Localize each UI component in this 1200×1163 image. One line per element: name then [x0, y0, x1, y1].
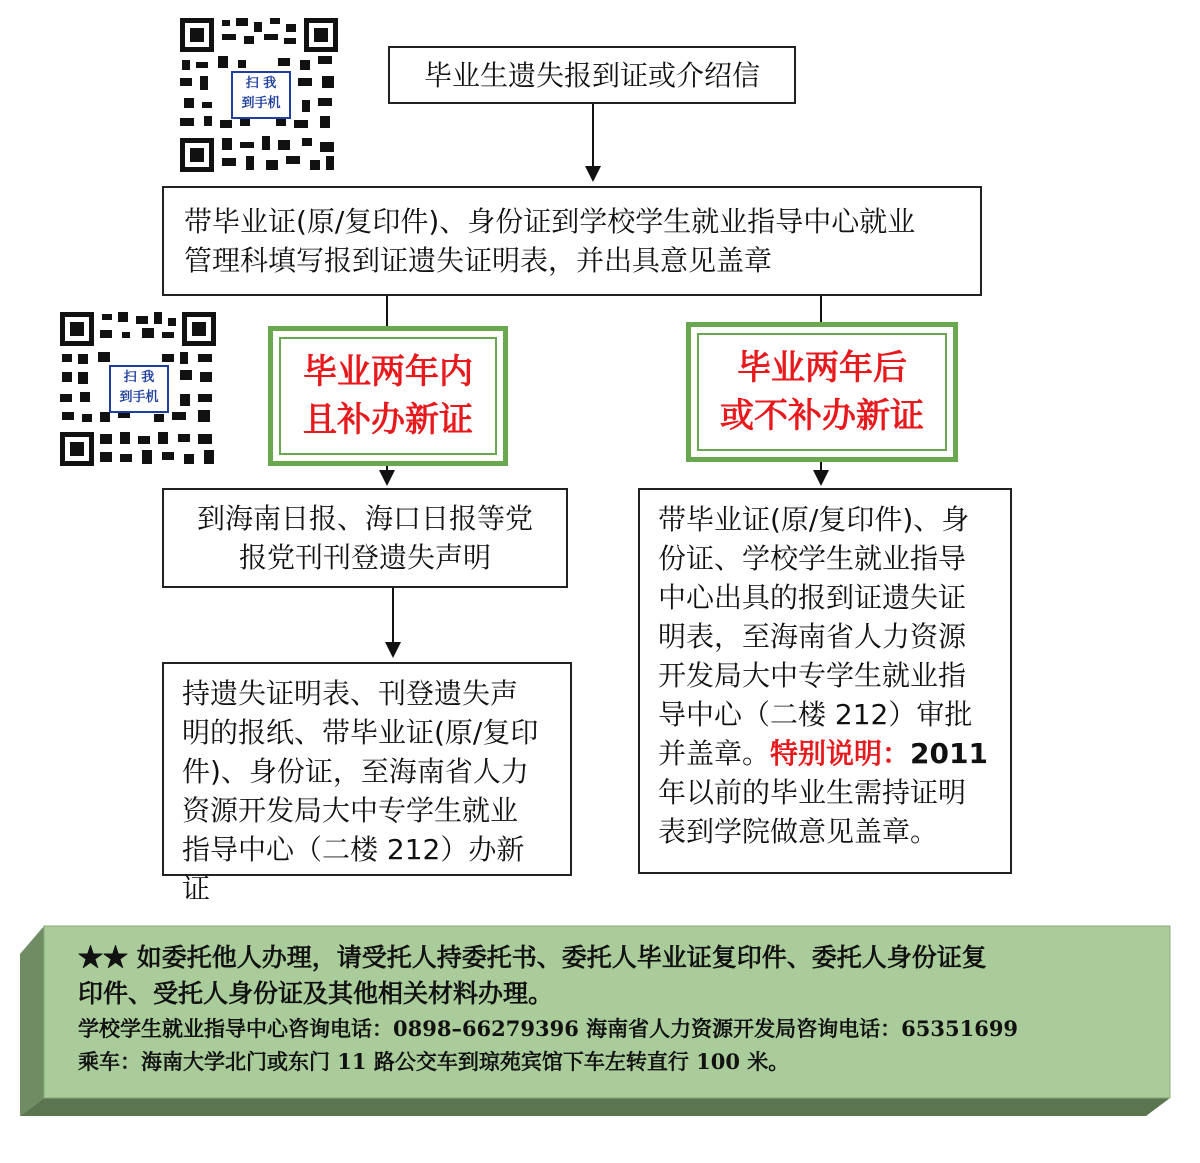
left-step2-line: 持遗失证明表、刊登遗失声 [182, 677, 519, 710]
left-step1-line2: 报党刊刊登遗失声明 [238, 541, 491, 574]
left-step2-line: 资源开发局大中专学生就业 [182, 794, 519, 827]
left-label-line2: 且补办新证 [303, 400, 473, 440]
qr-caption-line1: 扫 我 [123, 370, 155, 385]
right-step-line: 表到学院做意见盖章。 [658, 815, 939, 848]
qr-caption-top [232, 74, 290, 114]
right-step-line7-b: 2011 [910, 737, 988, 770]
connector-line [820, 296, 822, 322]
arrow-down-icon [385, 642, 401, 658]
right-step-line7 [658, 734, 992, 773]
right-step-line: 带毕业证(原/复印件)、身 [658, 503, 970, 536]
left-step2-line: 明的报纸、带毕业证(原/复印 [182, 716, 539, 749]
left-label-line1: 毕业两年内 [303, 352, 473, 392]
step2-line1: 带毕业证(原/复印件)、身份证到学校学生就业指导中心就业 [184, 205, 916, 238]
top-box-text: 毕业生遗失报到证或介绍信 [423, 58, 760, 92]
right-step-line7-a: 并盖章。 [658, 737, 771, 770]
arrow-down-icon [813, 470, 829, 486]
right-step-line: 中心出具的报到证遗失证 [658, 581, 967, 614]
left-step2-line: 件)、身份证，至海南省人力 [182, 755, 529, 788]
notice-line2: 印件、受托人身份证及其他相关材料办理。 [78, 979, 554, 1008]
right-step-line: 明表，至海南省人力资源 [658, 620, 967, 653]
notice-line1: ★★ 如委托他人办理，请受托人持委托书、委托人毕业证复印件、委托人身份证复 [78, 943, 987, 972]
left-step1-box [162, 488, 568, 588]
connector-line [386, 296, 388, 326]
connector-line [592, 104, 594, 168]
qr-caption-left [110, 368, 168, 408]
arrow-down-icon [379, 470, 395, 486]
arrow-down-icon [585, 166, 601, 182]
notice-line4: 乘车：海南大学北门或东门 11 路公交车到琼苑宾馆下车左转直行 100 米。 [78, 1049, 790, 1074]
left-branch-label [268, 326, 508, 466]
notice-line3: 学校学生就业指导中心咨询电话：0898–66279396 海南省人力资源开发局咨询电话：65351699 [78, 1016, 1019, 1041]
connector-line [392, 588, 394, 644]
special-note-label: 特别说明： [770, 737, 911, 770]
connector-line [820, 462, 822, 470]
qr-caption-line2: 到手机 [241, 96, 281, 111]
qr-caption-line2: 到手机 [119, 390, 159, 405]
right-label-line2: 或不补办新证 [720, 396, 924, 436]
left-step1-line1: 到海南日报、海口日报等党 [196, 502, 533, 535]
left-step2-line: 指导中心（二楼 212）办新证 [182, 833, 525, 905]
right-label-line1: 毕业两年后 [737, 348, 907, 388]
notice-text [78, 940, 1178, 1078]
right-branch-label [686, 322, 958, 462]
right-step-line: 开发局大中专学生就业指 [658, 659, 967, 692]
notice-panel [20, 910, 1180, 1130]
left-step2-box [162, 662, 572, 905]
step2-line2: 管理科填写报到证遗失证明表，并出具意见盖章 [184, 244, 773, 277]
right-step-line: 导中心（二楼 212）审批 [658, 698, 973, 731]
right-step-line: 年以前的毕业生需持证明 [658, 776, 967, 809]
qr-caption-line1: 扫 我 [245, 76, 277, 91]
top-box [388, 46, 796, 104]
right-step-box [638, 488, 1012, 874]
right-step-line: 份证、学校学生就业指导 [658, 542, 967, 575]
step2-box [162, 186, 982, 296]
